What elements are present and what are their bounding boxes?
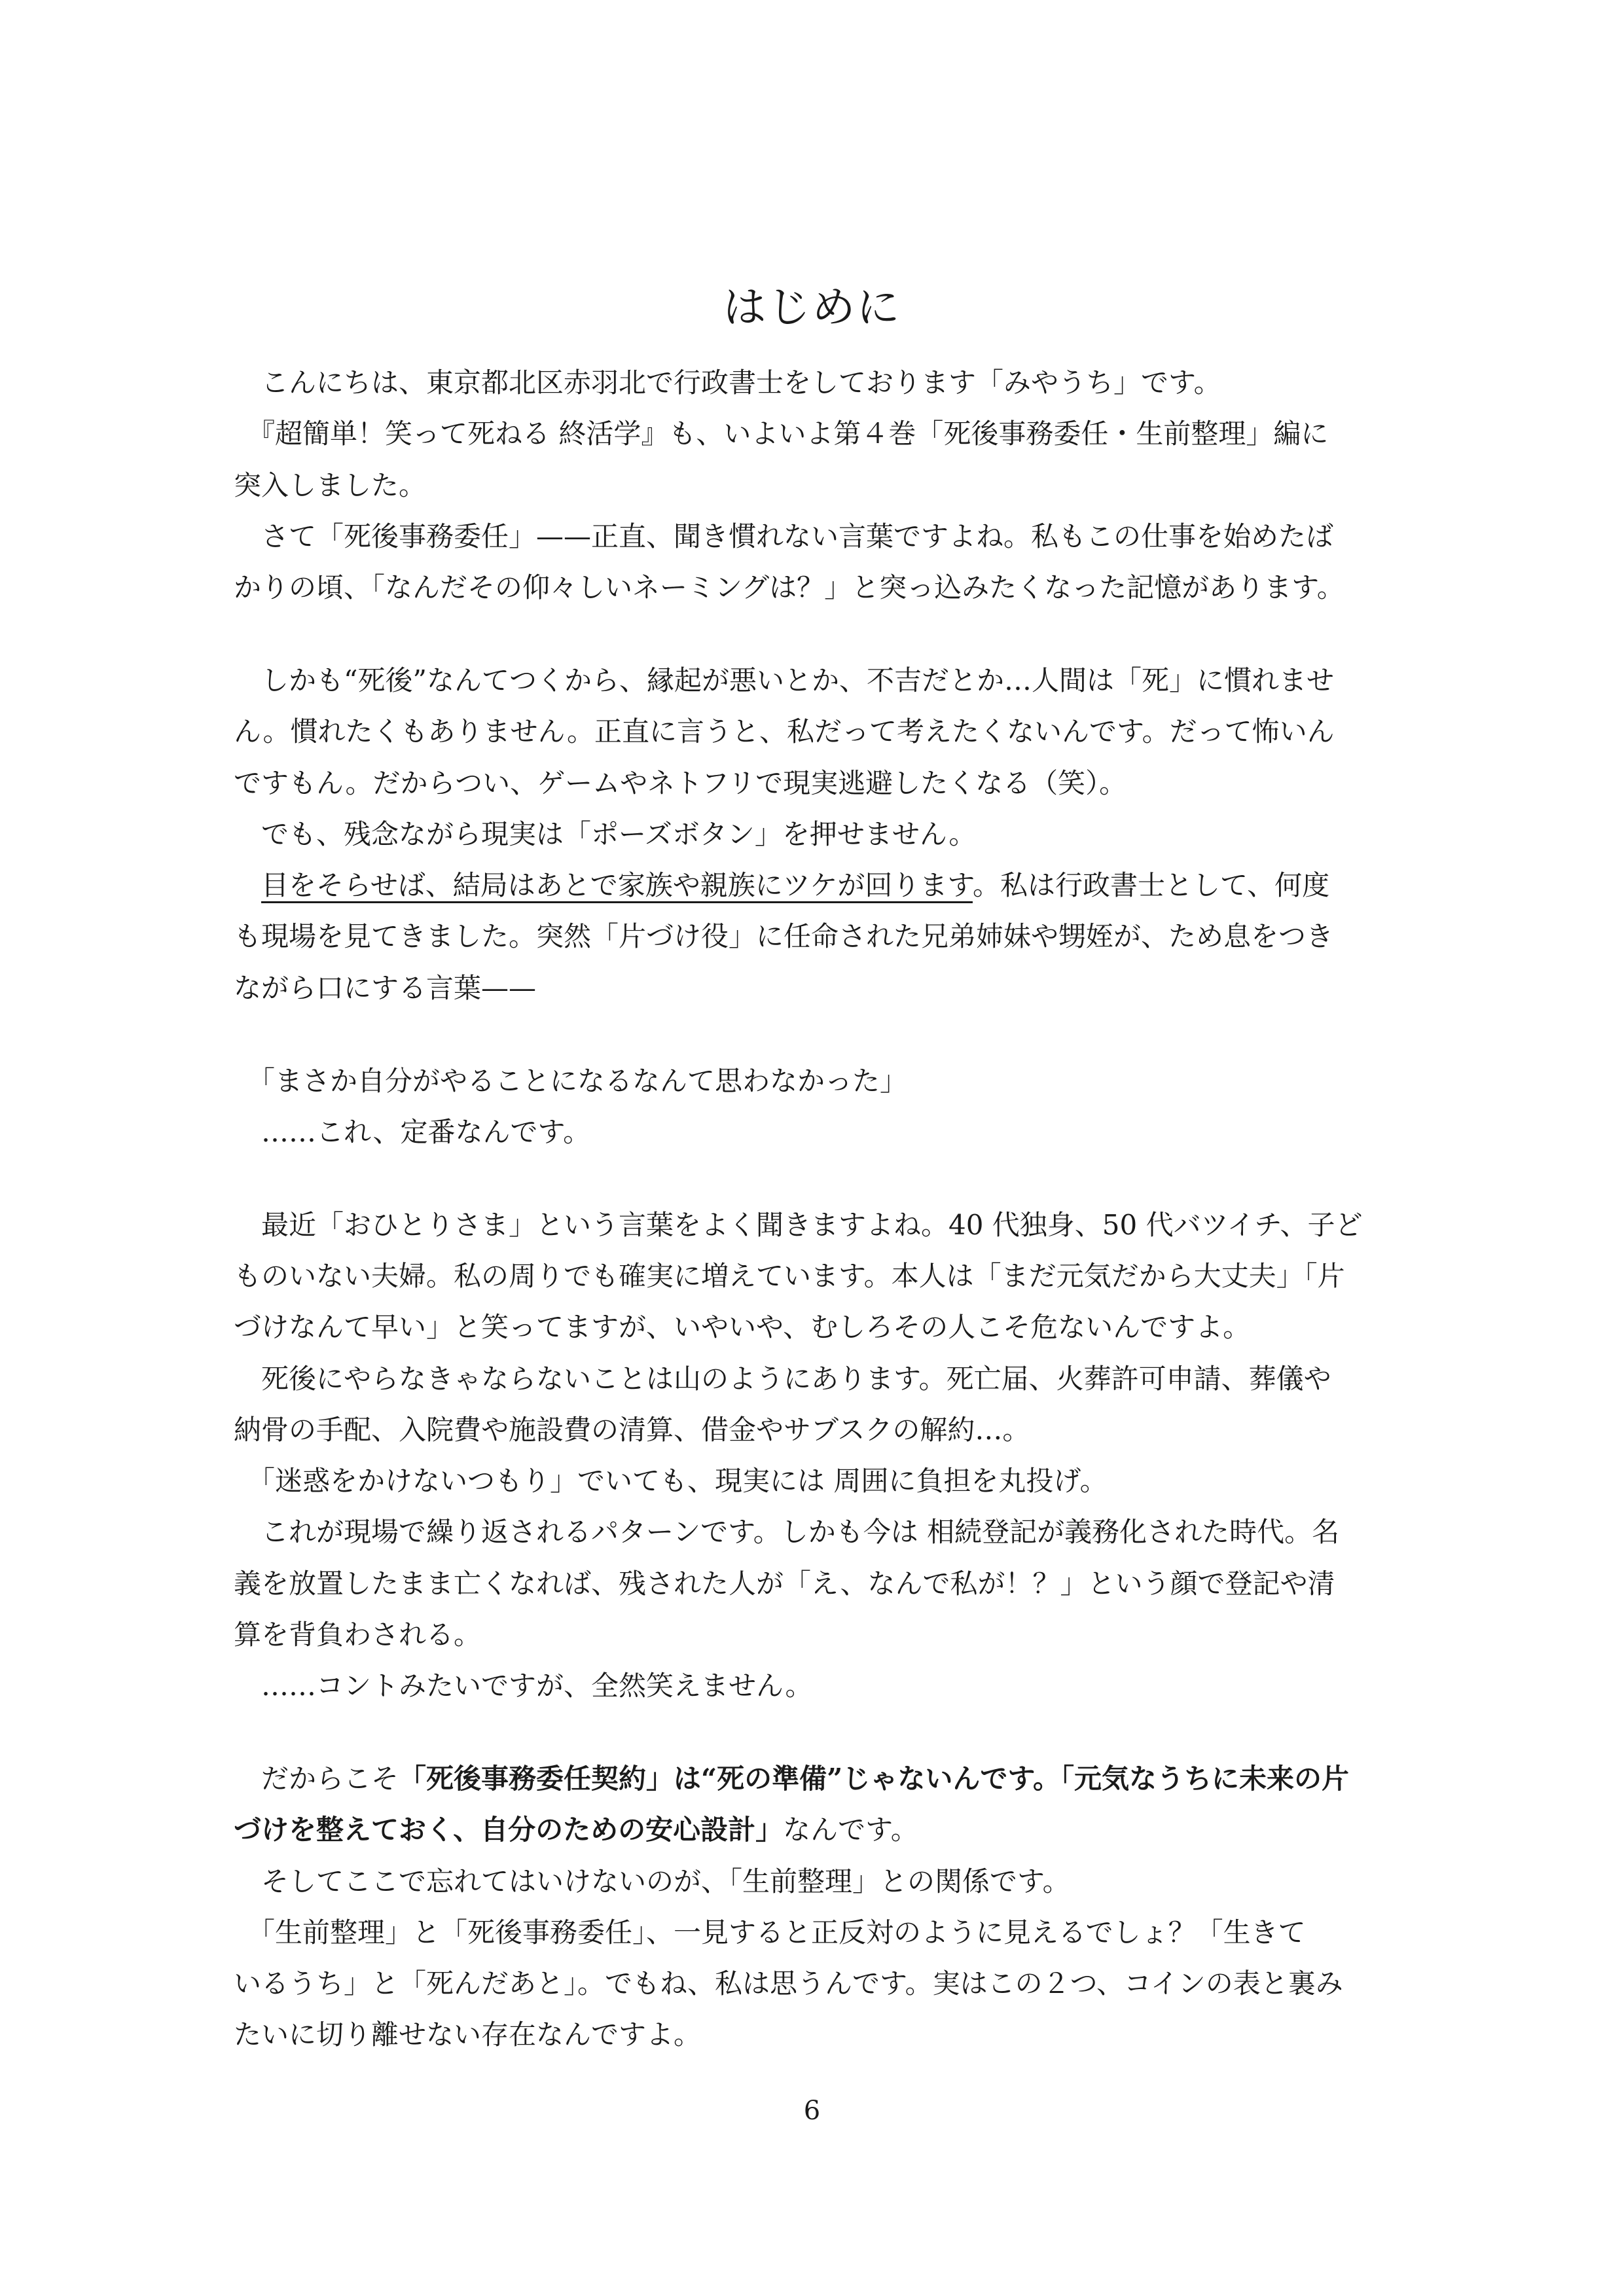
line-continuation: 。私は行政書士として、何度 bbox=[972, 869, 1330, 901]
paragraph-line: 算を背負わされる。 bbox=[234, 1619, 482, 1651]
paragraph-line: 義を放置したまま亡くなれば、残された人が「え、なんで私が！？」という顔で登記や清 bbox=[234, 1568, 1335, 1600]
paragraph-line: ……これ、定番なんです。 bbox=[234, 1116, 591, 1148]
line-continuation: なんです。 bbox=[783, 1814, 918, 1846]
paragraph-line: 死後にやらなきゃならないことは山のようにあります。死亡届、火葬許可申請、葬儀や bbox=[234, 1363, 1331, 1395]
paragraph-line: さて「死後事務委任」——正直、聞き慣れない言葉ですよね。私もこの仕事を始めたば bbox=[234, 520, 1334, 552]
paragraph-line: も現場を見てきました。突然「片づけ役」に任命された兄弟姉妹や甥姪が、ため息をつき bbox=[234, 920, 1334, 952]
line-lead: だからこそ bbox=[234, 1763, 399, 1795]
paragraph-line: これが現場で繰り返されるパターンです。しかも今は 相続登記が義務化された時代。名 bbox=[234, 1516, 1340, 1548]
paragraph-line: でも、残念ながら現実は「ポーズボタン」を押せません。 bbox=[234, 818, 977, 850]
paragraph-line: ん。慣れたくもありません。正直に言うと、私だって考えたくないんです。だって怖いん bbox=[234, 715, 1335, 747]
paragraph-line: 納骨の手配、入院費や施設費の清算、借金やサブスクの解約…。 bbox=[234, 1414, 1030, 1446]
paragraph-line: ですもん。だからつい、ゲームやネトフリで現実逃避したくなる（笑）。 bbox=[234, 767, 1127, 799]
page-title: はじめに bbox=[723, 282, 901, 332]
paragraph-line: 『超簡単！笑って死ねる 終活学』も、いよいよ第４巻「死後事務委任・生前整理」編に bbox=[234, 418, 1329, 450]
paragraph-line: 突入しました。 bbox=[234, 469, 427, 501]
paragraph-line: かりの頃、「なんだその仰々しいネーミングは？」と突っ込みたくなった記憶があります。 bbox=[234, 571, 1344, 603]
paragraph-line: ……コントみたいですが、全然笑えません。 bbox=[234, 1670, 813, 1702]
paragraph-line: たいに切り離せない存在なんですよ。 bbox=[234, 2018, 702, 2051]
paragraph-line: づけなんて早い」と笑ってますが、いやいや、むしろその人こそ危ないんですよ。 bbox=[234, 1311, 1251, 1343]
paragraph-line: 「生前整理」と「死後事務委任」、一見すると正反対のように見えるでしょ？「生きて bbox=[234, 1916, 1306, 1948]
paragraph-line: ながら口にする言葉—— bbox=[234, 972, 537, 1004]
bold-phrase: 「死後事務委任契約」は“死の準備”じゃないんです。「元気なうちに未来の片 bbox=[399, 1763, 1349, 1795]
paragraph-line: そしてここで忘れてはいけないのが、「生前整理」との関係です。 bbox=[234, 1865, 1070, 1897]
bold-phrase: づけを整えておく、自分のための安心設計」 bbox=[234, 1814, 784, 1846]
paragraph-line: いるうち」と「死んだあと」。でもね、私は思うんです。実はこの２つ、コインの表と裏み bbox=[234, 1967, 1343, 2000]
paragraph-line: こんにちは、東京都北区赤羽北で行政書士をしております「みやうち」です。 bbox=[234, 367, 1221, 399]
paragraph-line: 「迷惑をかけないつもり」でいても、現実には 周囲に負担を丸投げ。 bbox=[234, 1465, 1108, 1497]
paragraph-line: 最近「おひとりさま」という言葉をよく聞きますよね。40 代独身、50 代バツイチ、子ど bbox=[234, 1209, 1363, 1241]
paragraph-line: しかも“死後”なんてつくから、縁起が悪いとか、不吉だとか…人間は「死」に慣れませ bbox=[234, 664, 1334, 696]
paragraph-line: ものいない夫婦。私の周りでも確実に増えています。本人は「まだ元気だから大丈夫」「片 bbox=[234, 1260, 1345, 1292]
underlined-phrase: 目をそらせば、結局はあとで家族や親族にツケが回ります bbox=[261, 869, 973, 901]
quote-line: 「まさか自分がやることになるなんて思わなかった」 bbox=[234, 1065, 908, 1097]
page-number: 6 bbox=[803, 2096, 821, 2126]
